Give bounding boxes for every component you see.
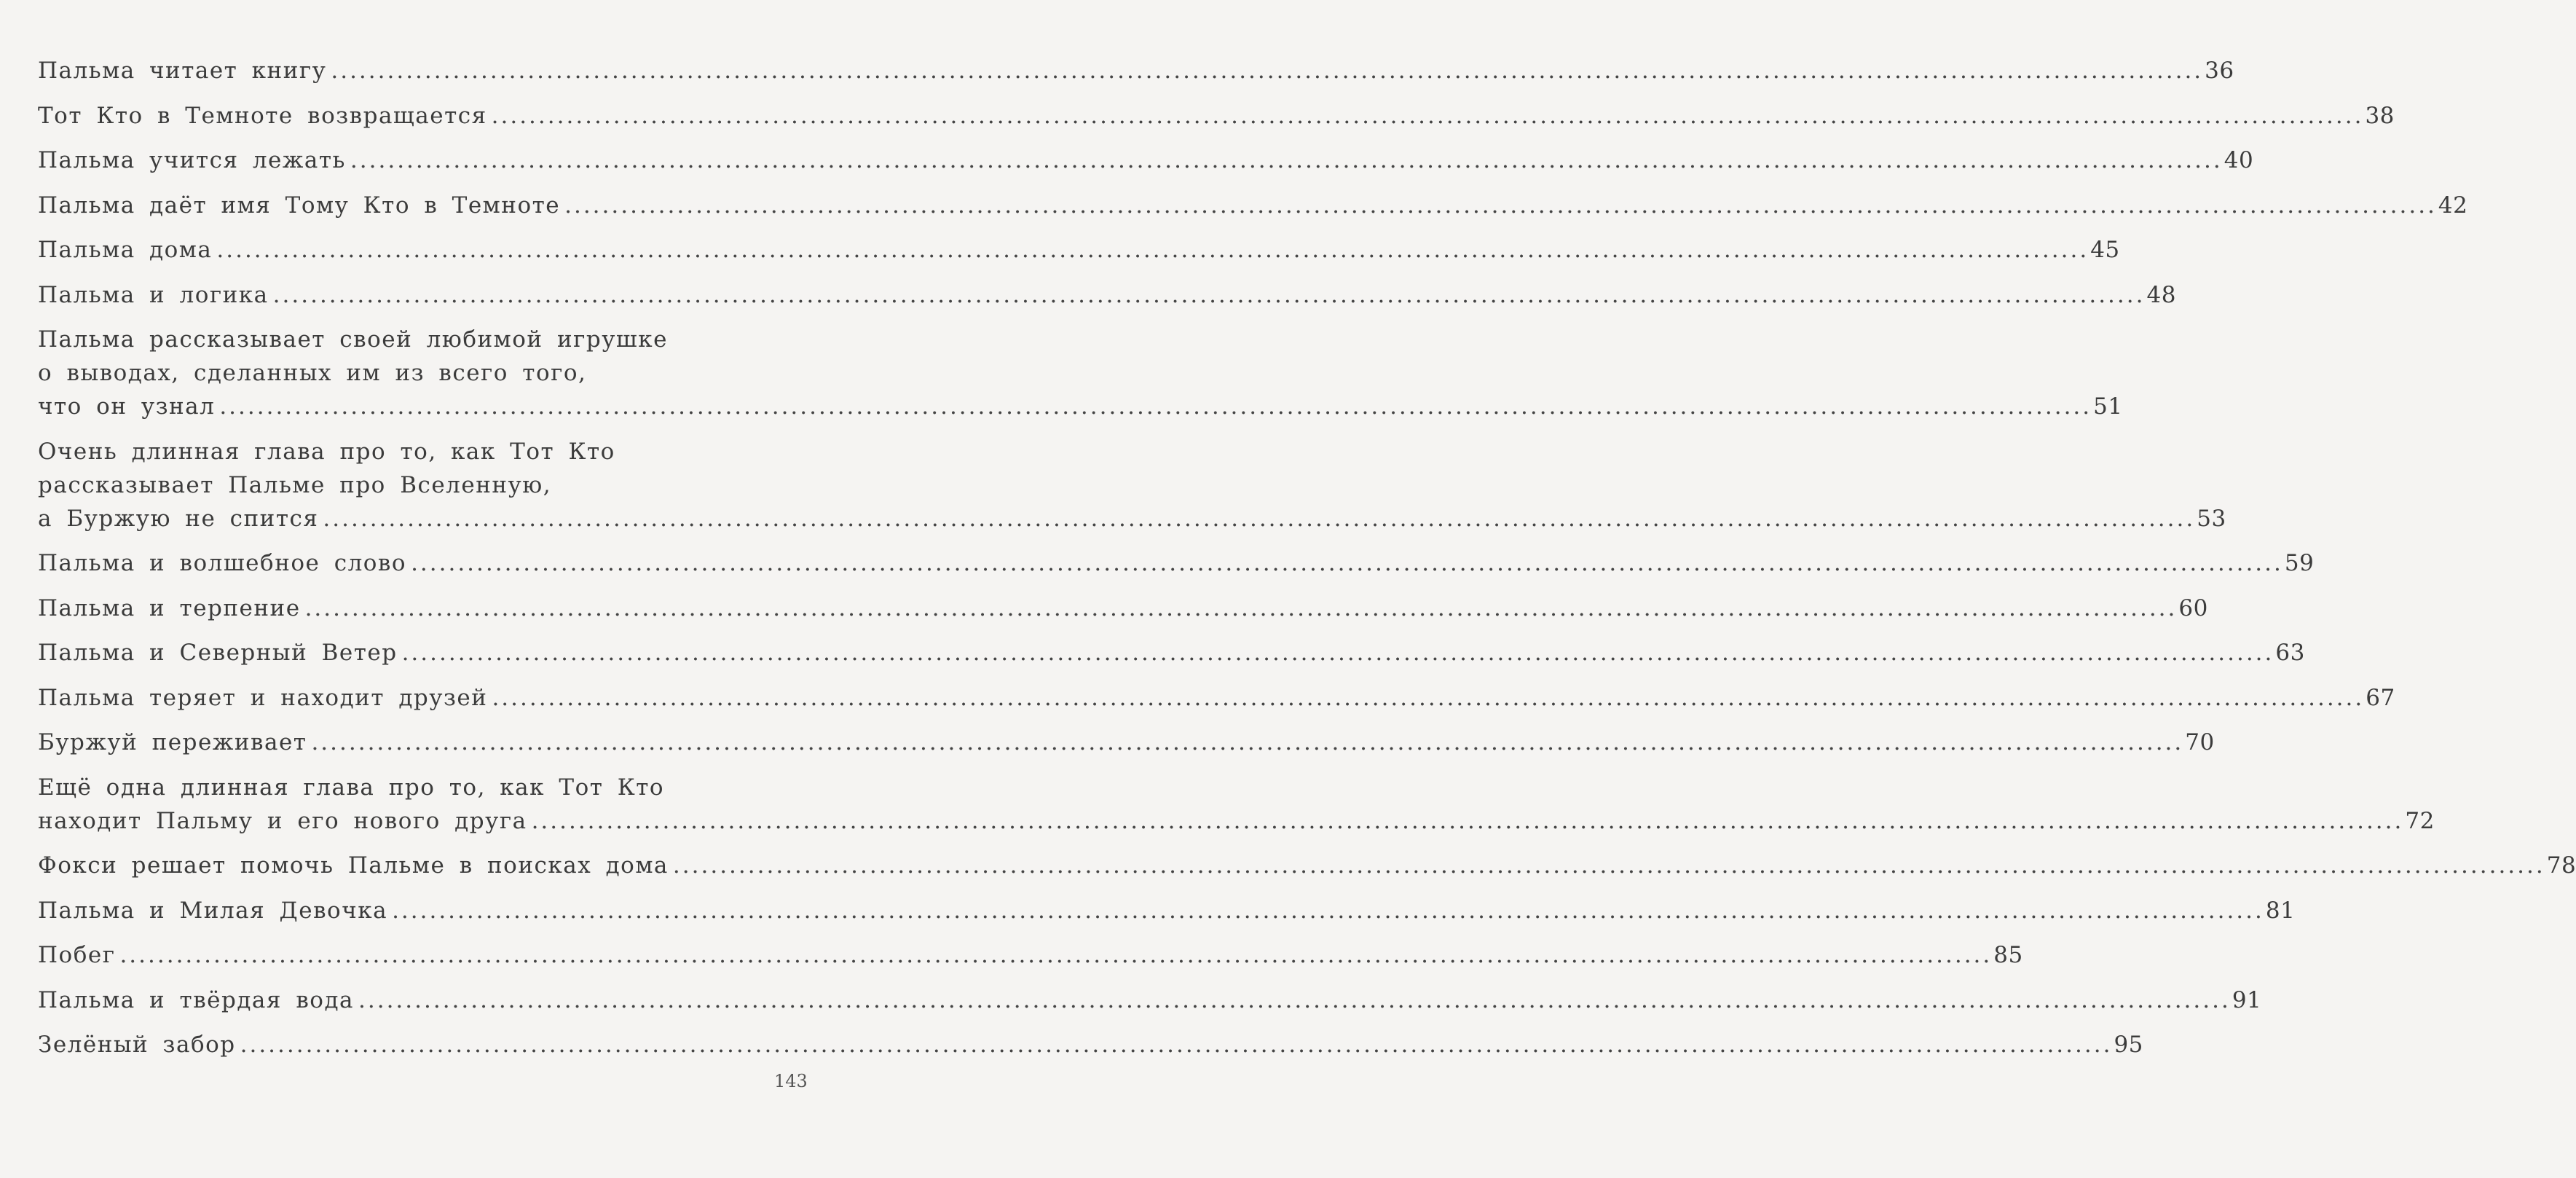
- toc-entry-last-line: [38, 894, 2296, 927]
- toc-entry: [38, 546, 2315, 580]
- toc-entry-last-line: [38, 592, 2208, 625]
- dot-leader: ........................................................................................................................................................................................................: [492, 684, 2365, 711]
- toc-entry-title-line: Пальма и волшебное слово: [38, 550, 407, 576]
- dot-leader: ........................................................................................................................................................................................................: [331, 58, 2204, 84]
- toc-entry-title-line: Зелёный забор: [38, 1032, 236, 1058]
- toc-entry: [38, 54, 2234, 87]
- toc-entry-title-line: Побег: [38, 942, 116, 968]
- toc-entry-page: 85: [1993, 942, 2023, 968]
- toc-entry: [38, 592, 2208, 625]
- toc-entry-title-line: Пальма дома: [38, 237, 213, 263]
- toc-entry-title-line: Пальма теряет и находит друзей: [38, 684, 488, 711]
- dot-leader: ........................................................................................................................................................................................................: [350, 147, 2223, 173]
- toc-entry-last-line: [38, 502, 2226, 535]
- toc-entry: [38, 681, 2395, 715]
- toc-entry-page: 70: [2185, 729, 2215, 755]
- toc-entry-title-line: Фокси решает помочь Пальме в поисках дома: [38, 852, 669, 879]
- toc-entry-title-line: рассказывает Пальме про Вселенную,: [38, 471, 552, 498]
- toc-entry-title-line: Очень длинная глава про то, как Тот Кто: [38, 438, 615, 465]
- toc-entry-page: 53: [2197, 505, 2226, 532]
- toc-entry-last-line: [38, 278, 2176, 312]
- toc-entry: [38, 323, 2123, 423]
- toc-entry: [38, 771, 2435, 838]
- toc-entry-last-line: [38, 546, 2315, 580]
- dot-leader: ........................................................................................................................................................................................................: [311, 729, 2184, 755]
- toc-entry-page: 38: [2365, 102, 2395, 129]
- toc-entry-title-line: Тот Кто в Темноте возвращается: [38, 102, 487, 129]
- dot-leader: ........................................................................................................................................................................................................: [272, 281, 2146, 308]
- toc-entry: [38, 726, 2215, 759]
- toc-entry-title-line: что он узнал: [38, 393, 216, 420]
- toc-entry: [38, 278, 2176, 312]
- toc-entry-page: 45: [2090, 237, 2120, 263]
- dot-leader: ........................................................................................................................................................................................................: [216, 237, 2089, 263]
- toc-entry: [38, 849, 2576, 882]
- toc-entry-title-line: Пальма учится лежать: [38, 147, 346, 173]
- toc-entry: [38, 1028, 2143, 1061]
- dot-leader: ........................................................................................................................................................................................................: [531, 807, 2404, 834]
- toc-entry-last-line: [38, 849, 2576, 882]
- dot-leader: ........................................................................................................................................................................................................: [323, 505, 2196, 532]
- toc-entry-last-line: [38, 233, 2120, 267]
- toc-entry-title-line: Пальма и Северный Ветер: [38, 640, 398, 666]
- toc-entry-last-line: [38, 144, 2254, 177]
- dot-leader: ........................................................................................................................................................................................................: [119, 942, 1993, 968]
- dot-leader: ........................................................................................................................................................................................................: [219, 393, 2092, 420]
- toc-entry: [38, 233, 2120, 267]
- dot-leader: ........................................................................................................................................................................................................: [401, 640, 2274, 666]
- toc-entry-page: 59: [2284, 550, 2315, 576]
- toc-entry-title-line: Пальма и терпение: [38, 594, 301, 621]
- toc-entry-page: 40: [2224, 147, 2254, 173]
- toc-entry-page: 48: [2146, 281, 2176, 308]
- toc-entry-title-line: Ещё одна длинная глава про то, как Тот Кто: [38, 774, 665, 801]
- toc-entry-page: 72: [2405, 807, 2435, 834]
- toc-entry-title-line: Буржуй переживает: [38, 729, 307, 755]
- toc-entry: [38, 189, 2468, 222]
- toc-entry-title-line: Пальма и Милая Девочка: [38, 897, 388, 924]
- toc-entry-last-line: [38, 681, 2395, 715]
- toc-entry-page: 78: [2546, 852, 2576, 879]
- dot-leader: ........................................................................................................................................................................................................: [564, 192, 2437, 219]
- toc-entry-title-line: а Буржую не спится: [38, 505, 319, 532]
- dot-leader: ........................................................................................................................................................................................................: [240, 1032, 2113, 1058]
- dot-leader: ........................................................................................................................................................................................................: [672, 852, 2545, 879]
- toc-entry-page: 95: [2114, 1032, 2143, 1058]
- toc-entry: [38, 894, 2296, 927]
- dot-leader: ........................................................................................................................................................................................................: [392, 897, 2264, 924]
- toc-entry-title-line: Пальма рассказывает своей любимой игрушке: [38, 326, 668, 353]
- dot-leader: ........................................................................................................................................................................................................: [358, 986, 2231, 1013]
- toc-entry-title-line: Пальма даёт имя Тому Кто в Темноте: [38, 192, 561, 219]
- toc-entry-title-line: о выводах, сделанных им из всего того,: [38, 360, 587, 386]
- toc-entry-last-line: [38, 804, 2435, 838]
- toc-entry-page: 63: [2275, 640, 2305, 666]
- toc-entry-last-line: [38, 726, 2215, 759]
- toc-entry-page: 60: [2178, 594, 2208, 621]
- toc-entry-last-line: [38, 636, 2305, 670]
- toc-entry-page: 36: [2205, 58, 2234, 84]
- toc-entry-last-line: [38, 189, 2468, 222]
- toc-entry-last-line: [38, 938, 2023, 972]
- dot-leader: ........................................................................................................................................................................................................: [304, 594, 2178, 621]
- toc-entry-page: 42: [2438, 192, 2468, 219]
- toc-entry-page: 51: [2093, 393, 2123, 420]
- toc-entry-last-line: [38, 99, 2395, 133]
- toc-entry: [38, 99, 2395, 133]
- toc-entry-title-line: Пальма читает книгу: [38, 58, 327, 84]
- toc-entry-title-line: находит Пальму и его нового друга: [38, 807, 527, 834]
- toc-entry-last-line: [38, 983, 2262, 1017]
- toc-entry: [38, 144, 2254, 177]
- toc-entry-title-line: Пальма и логика: [38, 281, 269, 308]
- toc-entry: [38, 435, 2226, 535]
- toc-entry: [38, 636, 2305, 670]
- toc-entry: [38, 938, 2023, 972]
- toc-entry-page: 81: [2265, 897, 2296, 924]
- page-number: 143: [774, 1071, 808, 1091]
- toc-entry-last-line: [38, 1028, 2143, 1061]
- dot-leader: ........................................................................................................................................................................................................: [491, 102, 2364, 129]
- toc-entry-page: 67: [2366, 684, 2395, 711]
- toc-entry-page: 91: [2232, 986, 2262, 1013]
- toc-entry-last-line: [38, 54, 2234, 87]
- toc-entry-last-line: [38, 390, 2123, 423]
- toc-entry-title-line: Пальма и твёрдая вода: [38, 986, 355, 1013]
- toc-entry: [38, 983, 2262, 1017]
- dot-leader: ........................................................................................................................................................................................................: [411, 550, 2283, 576]
